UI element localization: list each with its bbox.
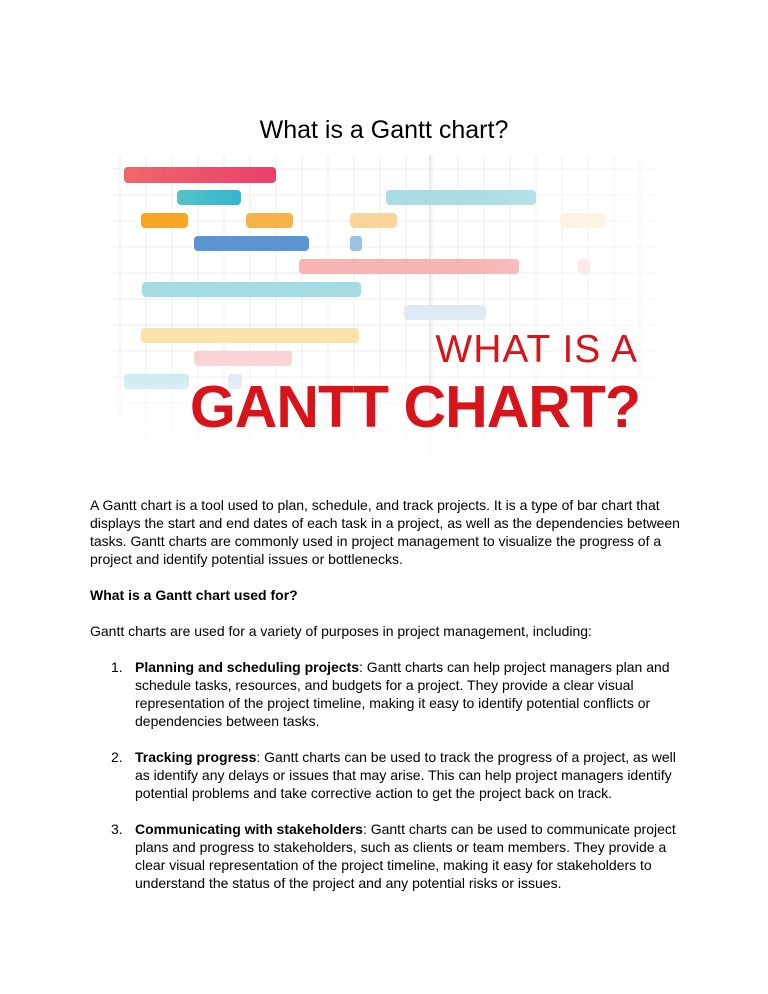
lead-paragraph: Gantt charts are used for a variety of purposes in project management, including: [90,623,592,639]
gantt-illustration-graphic [110,155,658,467]
gantt-bar [177,190,241,205]
list-item-term: Communicating with stakeholders [135,821,363,837]
list-item-number: 1. [111,659,123,675]
list-item-text: : Gantt charts can be used to communicate project plans and progress to stakeholders, such as clients or team members. They provide a clear visual representation of the project timeline, making it easy for stakeholders to understand the status of the project and any potential risks or issues. [135,821,676,891]
list-item-term: Tracking progress [135,749,257,765]
gantt-bar [142,282,361,297]
list-item-term: Planning and scheduling projects [135,659,360,675]
uses-list [90,658,680,892]
hero-gantt-illustration [110,155,658,467]
gantt-bar [350,236,362,251]
list-item-text: : Gantt charts can be used to track the progress of a project, as well as identify any delays or issues that may arise. This can help project managers identify potential problems and take corrective action to get the project back on track. [135,749,676,801]
section-heading: What is a Gantt chart used for? [90,587,298,603]
gantt-bar [141,328,359,343]
gantt-bar [194,236,309,251]
gantt-bar [141,213,188,228]
hero-heading-line1: WHAT IS A [435,328,638,371]
list-item-number: 3. [111,821,123,837]
gantt-bar [246,213,293,228]
page-title: What is a Gantt chart? [259,116,509,144]
article-body [90,496,680,910]
intro-paragraph: A Gantt chart is a tool used to plan, schedule, and track projects. It is a type of bar chart that displays the start and end dates of each task in a project, as well as the dependencies between tasks. Gantt charts are commonly used in project management to visualize the progress of a project and identify potential issues or bottlenecks. [90,497,680,567]
list-item [90,820,680,892]
list-item [90,748,680,802]
list-item [90,658,680,730]
list-item-text: : Gantt charts can help project managers plan and schedule tasks, resources, and budgets for a project. They provide a clear visual representation of the project timeline, making it easy to identify potential conflicts or dependencies between tasks. [135,659,670,729]
hero-heading-line2: GANTT CHART? [189,374,640,440]
list-item-number: 2. [111,749,123,765]
gantt-bar [124,167,276,183]
gantt-bar [350,213,397,228]
